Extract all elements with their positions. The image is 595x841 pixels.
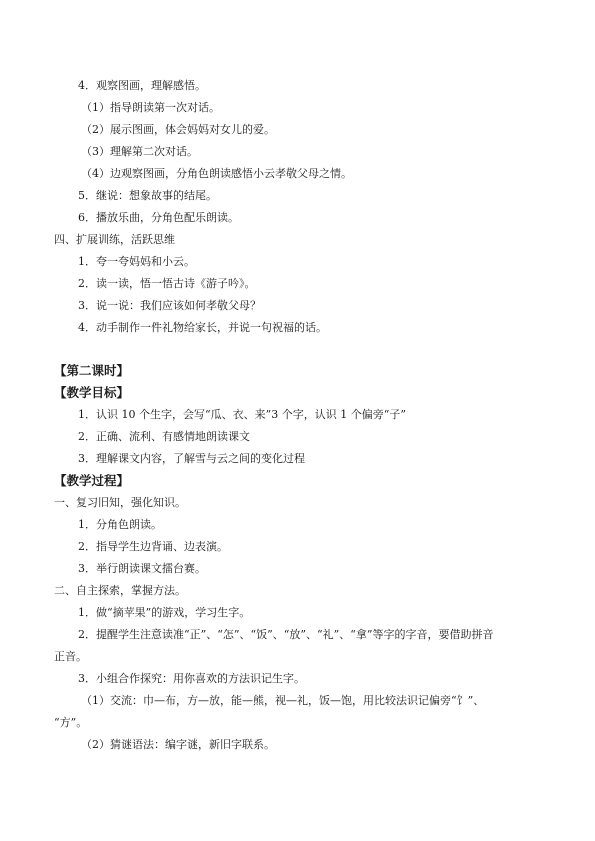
extension-item-1: 1．夸一夸妈妈和小云。 (78, 255, 195, 268)
substep-role-reading: （4）边观察图画，分角色朗读感悟小云孝敬父母之情。 (81, 167, 352, 180)
teaching-goals-heading: 【教学目标】 (54, 385, 130, 400)
process-review-heading: 一、复习旧知，强化知识。 (54, 496, 186, 509)
process-explore-item-3: 3．小组合作探究：用你喜欢的方法识记生字。 (78, 672, 305, 685)
step-observe-pictures: 4．观察图画，理解感悟。 (78, 79, 206, 92)
process-explore-heading: 二、自主探索，掌握方法。 (54, 584, 186, 597)
extension-item-4: 4．动手制作一件礼物给家长，并说一句祝福的话。 (78, 321, 327, 334)
step-music-reading: 6．播放乐曲，分角色配乐朗读。 (78, 211, 239, 224)
process-substep-compare: （1）交流：巾—布，方—放，能—熊，视—礼，饭—饱，用比较法识记偏旁“饣”、 (81, 694, 485, 707)
section-extension-heading: 四、扩展训练，活跃思维 (54, 233, 175, 246)
extension-item-2: 2．读一读，悟一悟古诗《游子吟》。 (78, 277, 256, 290)
process-substep-riddle: （2）猜谜语法：编字谜，新旧字联系。 (81, 738, 275, 751)
process-substep-compare-cont: “方”。 (54, 716, 88, 729)
process-review-item-1: 1．分角色朗读。 (78, 518, 162, 531)
process-review-item-3: 3．举行朗读课文擂台赛。 (78, 562, 206, 575)
substep-show-pictures: （2）展示图画，体会妈妈对女儿的爱。 (81, 123, 275, 136)
substep-second-dialogue: （3）理解第二次对话。 (81, 145, 198, 158)
goal-item-1: 1．认识 10 个生字，会写“瓜、衣、来”3 个字，认识 1 个偏旁“子” (78, 408, 406, 421)
substep-first-dialogue: （1）指导朗读第一次对话。 (81, 101, 220, 114)
goal-item-3: 3．理解课文内容，了解雪与云之间的变化过程 (78, 452, 305, 465)
goal-item-2: 2．正确、流利、有感情地朗读课文 (78, 430, 250, 443)
extension-item-3: 3．说一说：我们应该如何孝敬父母？ (78, 299, 261, 312)
step-imagine-ending: 5．继说：想象故事的结尾。 (78, 189, 217, 202)
process-explore-item-1: 1．做“摘苹果”的游戏，学习生字。 (78, 606, 251, 619)
lesson-2-heading: 【第二课时】 (54, 363, 130, 378)
process-review-item-2: 2．指导学生边背诵、边表演。 (78, 540, 228, 553)
process-explore-item-2: 2．提醒学生注意读准“正”、“怎”、“饭”、“放”、“礼”、“拿”等字的字音，要借助拼音 (78, 628, 494, 641)
teaching-process-heading: 【教学过程】 (54, 473, 130, 488)
process-explore-item-2-cont: 正音。 (54, 650, 87, 663)
